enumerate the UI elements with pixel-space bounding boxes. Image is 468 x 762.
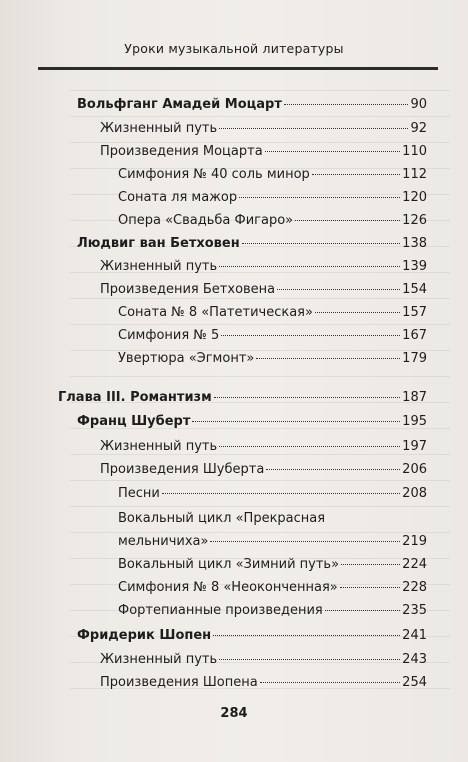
toc-entry-page: 157 bbox=[402, 305, 427, 320]
leader-dots bbox=[210, 541, 400, 542]
toc-entry-page: 167 bbox=[402, 328, 427, 343]
toc-entry-figaro[interactable] bbox=[118, 213, 427, 229]
toc-entry-page: 120 bbox=[402, 190, 427, 205]
toc-entry-page: 197 bbox=[402, 439, 427, 454]
toc-entry-page: 206 bbox=[402, 462, 427, 477]
show-through-texture bbox=[70, 70, 450, 690]
toc-entry-page: 92 bbox=[410, 121, 427, 136]
toc-entry-chopin[interactable] bbox=[77, 628, 427, 644]
toc-entry-symphony-40[interactable] bbox=[118, 167, 427, 183]
toc-entry-label: Вольфганг Амадей Моцарт bbox=[77, 97, 282, 112]
toc-entry-page: 154 bbox=[402, 282, 427, 297]
toc-entry-page: 112 bbox=[402, 167, 427, 182]
toc-entry-chapter-3[interactable] bbox=[58, 390, 427, 406]
leader-dots bbox=[219, 128, 408, 129]
toc-entry-label: Жизненный путь bbox=[100, 439, 218, 454]
toc-entry-label: Фортепианные произведения bbox=[118, 603, 323, 618]
leader-dots bbox=[312, 174, 400, 175]
toc-entry-label: Франц Шуберт bbox=[77, 414, 191, 429]
toc-entry-schubert-life[interactable] bbox=[100, 439, 427, 455]
toc-entry-page: 235 bbox=[402, 603, 427, 618]
leader-dots bbox=[192, 421, 400, 422]
toc-entry-songs[interactable] bbox=[118, 486, 427, 502]
toc-entry-page: 243 bbox=[402, 652, 427, 667]
toc-entry-unfinished[interactable] bbox=[118, 580, 427, 596]
toc-entry-label: Симфония № 8 «Неоконченная» bbox=[118, 580, 338, 595]
toc-entry-label: Произведения Шопена bbox=[100, 675, 258, 690]
leader-dots bbox=[219, 659, 400, 660]
toc-entry-label: Опера «Свадьба Фигаро» bbox=[118, 213, 294, 228]
leader-dots bbox=[315, 312, 400, 313]
toc-entry-sonata-a-major[interactable] bbox=[118, 190, 427, 206]
toc-entry-pathetique[interactable] bbox=[118, 305, 427, 321]
toc-entry-chopin-works[interactable] bbox=[100, 675, 427, 691]
toc-entry-label: Произведения Шуберта bbox=[100, 462, 265, 477]
toc-entry-page: 139 bbox=[402, 259, 427, 274]
toc-entry-chopin-life[interactable] bbox=[100, 652, 427, 668]
leader-dots bbox=[219, 266, 400, 267]
toc-entry-miller[interactable] bbox=[118, 534, 427, 550]
toc-entry-label: Симфония № 40 соль минор bbox=[118, 167, 310, 182]
toc-entry-label: Людвиг ван Бетховен bbox=[77, 236, 240, 251]
toc-entry-page: 228 bbox=[402, 580, 427, 595]
running-head: Уроки музыкальной литературы bbox=[124, 41, 344, 56]
toc-entry-page: 90 bbox=[410, 97, 427, 112]
leader-dots bbox=[213, 635, 400, 636]
toc-entry-schubert[interactable] bbox=[77, 414, 427, 430]
toc-entry-label: Соната ля мажор bbox=[118, 190, 238, 205]
leader-dots bbox=[214, 397, 400, 398]
toc-entry-schubert-works[interactable] bbox=[100, 462, 427, 478]
leader-dots bbox=[265, 151, 401, 152]
toc-entry-page: 195 bbox=[402, 414, 427, 429]
toc-entry-label: Глава III. Романтизм bbox=[58, 390, 212, 405]
leader-dots bbox=[340, 587, 400, 588]
toc-entry-label: Симфония № 5 bbox=[118, 328, 220, 343]
toc-entry-beethoven[interactable] bbox=[77, 236, 427, 252]
toc-entry-miller-line1[interactable]: Вокальный цикл «Прекрасная bbox=[118, 511, 326, 526]
toc-entry-page: 138 bbox=[402, 236, 427, 251]
toc-entry-label: Произведения Бетховена bbox=[100, 282, 276, 297]
leader-dots bbox=[256, 358, 400, 359]
header-rule bbox=[38, 67, 438, 70]
toc-entry-label: Жизненный путь bbox=[100, 259, 218, 274]
toc-entry-page: 224 bbox=[402, 557, 427, 572]
toc-entry-page: 208 bbox=[402, 486, 427, 501]
toc-entry-winter-journey[interactable] bbox=[118, 557, 427, 573]
leader-dots bbox=[341, 564, 400, 565]
leader-dots bbox=[221, 335, 400, 336]
leader-dots bbox=[162, 493, 400, 494]
leader-dots bbox=[219, 446, 400, 447]
toc-entry-label: Произведения Моцарта bbox=[100, 144, 263, 159]
toc-entry-mozart[interactable] bbox=[77, 97, 427, 113]
toc-entry-label: Жизненный путь bbox=[100, 121, 218, 136]
toc-entry-label: Фридерик Шопен bbox=[77, 628, 212, 643]
toc-entry-beethoven-works[interactable] bbox=[100, 282, 427, 298]
toc-entry-egmont[interactable] bbox=[118, 351, 427, 367]
toc-entry-page: 187 bbox=[402, 390, 427, 405]
toc-entry-label: Соната № 8 «Патетическая» bbox=[118, 305, 313, 320]
leader-dots bbox=[239, 197, 400, 198]
toc-entry-page: 126 bbox=[402, 213, 427, 228]
toc-entry-label: Увертюра «Эгмонт» bbox=[118, 351, 255, 366]
toc-entry-page: 219 bbox=[402, 534, 427, 549]
leader-dots bbox=[277, 289, 400, 290]
toc-entry-label: мельничиха» bbox=[118, 534, 209, 549]
toc-entry-label: Жизненный путь bbox=[100, 652, 218, 667]
toc-entry-mozart-life[interactable] bbox=[100, 121, 427, 137]
leader-dots bbox=[260, 682, 400, 683]
toc-entry-page: 241 bbox=[402, 628, 427, 643]
page-number: 284 bbox=[220, 706, 248, 721]
leader-dots bbox=[242, 243, 400, 244]
toc-entry-mozart-works[interactable] bbox=[100, 144, 427, 160]
leader-dots bbox=[284, 104, 409, 105]
toc-entry-beethoven-life[interactable] bbox=[100, 259, 427, 275]
toc-entry-label: Песни bbox=[118, 486, 160, 501]
leader-dots bbox=[325, 610, 400, 611]
leader-dots bbox=[266, 469, 400, 470]
toc-entry-page: 179 bbox=[402, 351, 427, 366]
toc-entry-page: 254 bbox=[402, 675, 427, 690]
leader-dots bbox=[295, 220, 400, 221]
toc-entry-label: Вокальный цикл «Зимний путь» bbox=[118, 557, 340, 572]
toc-entry-page: 110 bbox=[402, 144, 427, 159]
toc-entry-piano-works[interactable] bbox=[118, 603, 427, 619]
toc-entry-symphony-5[interactable] bbox=[118, 328, 427, 344]
